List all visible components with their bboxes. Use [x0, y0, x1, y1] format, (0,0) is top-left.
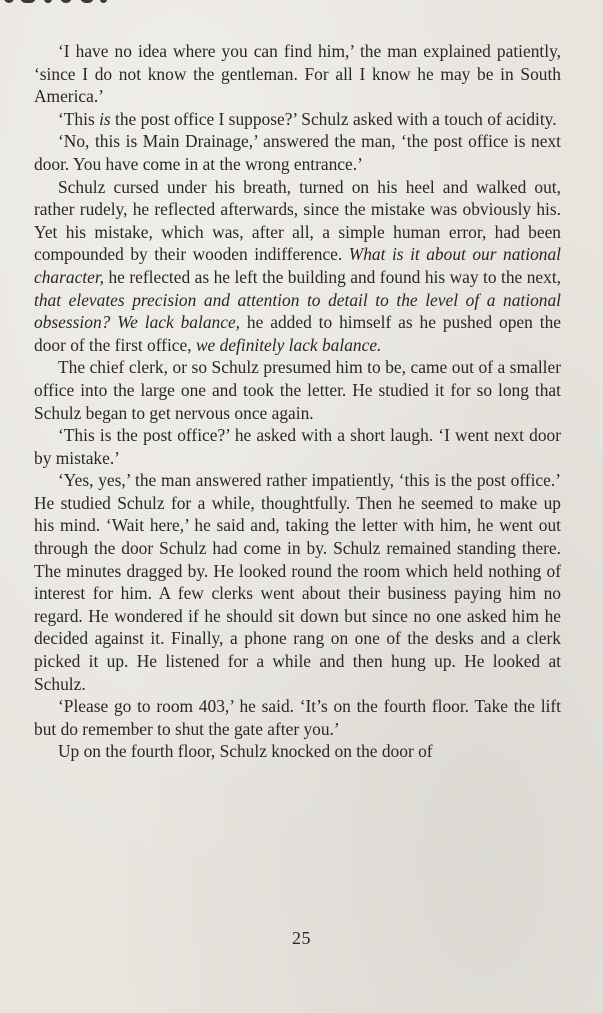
paragraph — [34, 108, 561, 131]
text-run: he reflected as he left the building and found his way to the next, — [104, 266, 561, 287]
italic-run: What is it about our national character, — [34, 244, 561, 287]
italic-run: we definitely lack balance. — [195, 334, 382, 355]
paragraph — [34, 176, 561, 357]
italic-run: is — [99, 108, 111, 129]
text-run: ‘No, this is Main Drainage,’ answered the man, ‘the post office is next door. You have come in at the wrong entrance.’ — [34, 131, 561, 174]
text-run: ‘This — [58, 108, 100, 129]
previous-page-line-remnant — [0, 0, 603, 10]
paragraph — [34, 424, 561, 469]
paragraph — [34, 130, 561, 175]
text-run: he added to himself as he pushed open the door of the first office, — [34, 312, 561, 355]
text-run: The chief clerk, or so Schulz presumed him to be, came out of a smaller office into the large one and took the letter. He studied it for so long that Schulz began to get nervous once again. — [34, 357, 561, 423]
text-run: ‘Yes, yes,’ the man answered rather impatiently, ‘this is the post office.’ He studied Schulz for a while, thoughtfully. Then he seemed to make up his mind. ‘Wait here,’ he said and, taking the letter with him, he went out through the door Schulz had come in by. Schulz remained standing there. The minutes dragged by. He looked round the room which held nothing of interest for him. A few clerks went about their business paying him no regard. He wondered if he should sit down but since no one asked him he decided against it. Finally, a phone rang on one of the desks and a clerk picked it up. He listened for a while and then hung up. He looked at Schulz. — [34, 470, 561, 694]
body-text — [34, 40, 561, 763]
paragraph — [34, 469, 561, 695]
text-run: ‘This is the post office?’ he asked with a short laugh. ‘I went next door by mistake.’ — [34, 425, 561, 468]
text-run: ‘I have no idea where you can find him,’ the man explained patiently, ‘since I do not know the gentleman. For all I know he may be in South America.’ — [34, 41, 561, 107]
text-run: the post office I suppose?’ Schulz asked with a touch of acidity. — [110, 108, 557, 129]
paragraph — [34, 740, 561, 763]
paragraph — [34, 695, 561, 740]
paragraph — [34, 40, 561, 108]
text-run: Schulz cursed under his breath, turned on his heel and walked out, rather rudely, he reflected afterwards, since the mistake was obviously his. Yet his mistake, which was, after all, a simple human error, had been compounded by their wooden indifference. — [34, 176, 561, 265]
italic-run: that elevates precision and attention to detail to the level of a national obsession? We lack balance, — [34, 289, 561, 333]
text-run: Up on the fourth floor, Schulz knocked on the door of — [58, 741, 433, 762]
paragraph — [34, 356, 561, 424]
page-number: 25 — [292, 928, 311, 948]
text-run: ‘Please go to room 403,’ he said. ‘It’s on the fourth floor. Take the lift but do remember to shut the gate after you.’ — [34, 696, 561, 739]
